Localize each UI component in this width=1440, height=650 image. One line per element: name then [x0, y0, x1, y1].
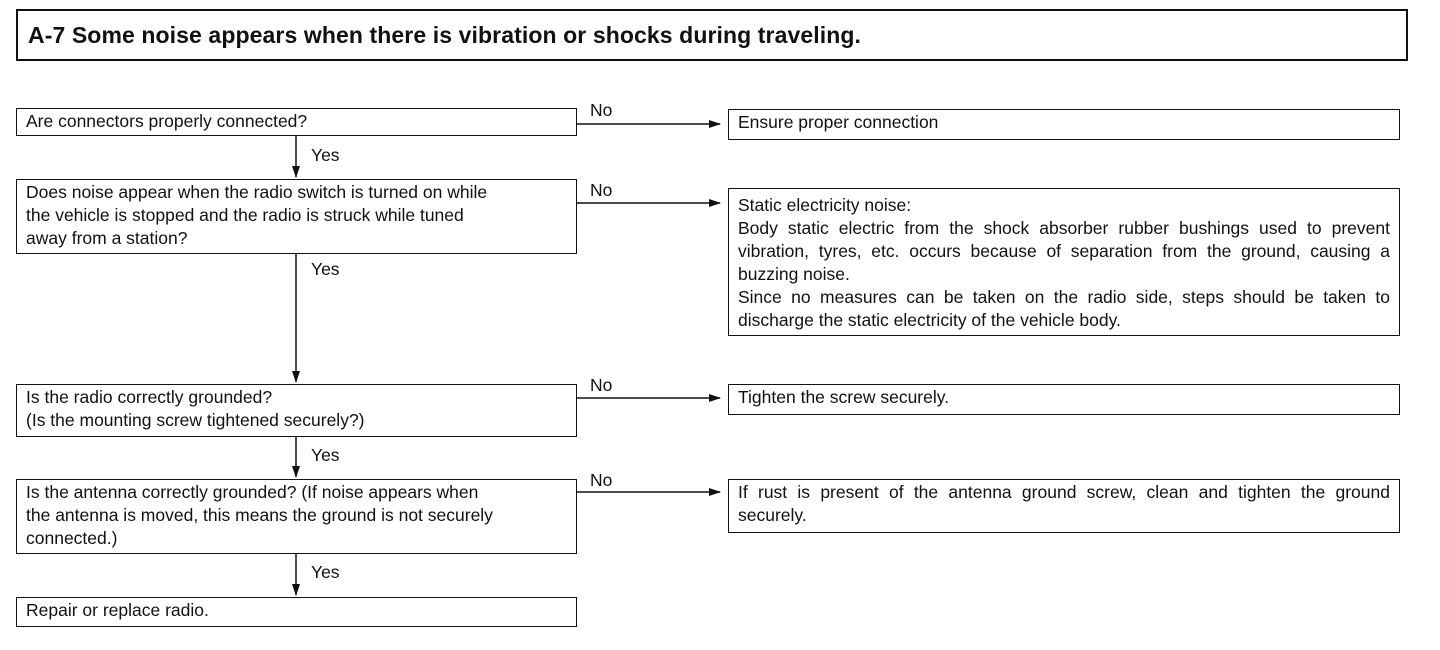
final-action-repair-replace: Repair or replace radio.	[16, 597, 577, 627]
yes-label-2: Yes	[311, 259, 340, 279]
answer-ensure-connection: Ensure proper connection	[728, 109, 1400, 140]
answer-antenna-rust: If rust is present of the antenna ground screw, clean and tighten the ground securely.	[728, 479, 1400, 533]
no-label-1: No	[590, 100, 613, 120]
question-connectors: Are connectors properly connected?	[16, 108, 577, 136]
no-label-2: No	[590, 180, 613, 200]
no-label-4: No	[590, 470, 613, 490]
answer-static-electricity: Static electricity noise: Body static electric from the shock absorber rubber bushings used to prevent vibration, tyres, etc. occurs because of separation from the ground, causing a buzzing noise. Since no measures can be taken on the radio side, steps should be taken to discharge the static electricity of the vehicle body.	[728, 188, 1400, 336]
question-antenna-ground: Is the antenna correctly grounded? (If noise appears when the antenna is moved, this means the ground is not securely connected.)	[16, 479, 577, 554]
question-radio-ground: Is the radio correctly grounded? (Is the mounting screw tightened securely?)	[16, 384, 577, 437]
answer-tighten-screw: Tighten the screw securely.	[728, 384, 1400, 415]
yes-label-4: Yes	[311, 562, 340, 582]
yes-label-1: Yes	[311, 145, 340, 165]
no-label-3: No	[590, 375, 613, 395]
question-static-noise: Does noise appear when the radio switch is turned on while the vehicle is stopped and the radio is struck while tuned away from a station?	[16, 179, 577, 254]
page-title: A-7 Some noise appears when there is vibration or shocks during traveling.	[28, 21, 862, 48]
yes-label-3: Yes	[311, 445, 340, 465]
